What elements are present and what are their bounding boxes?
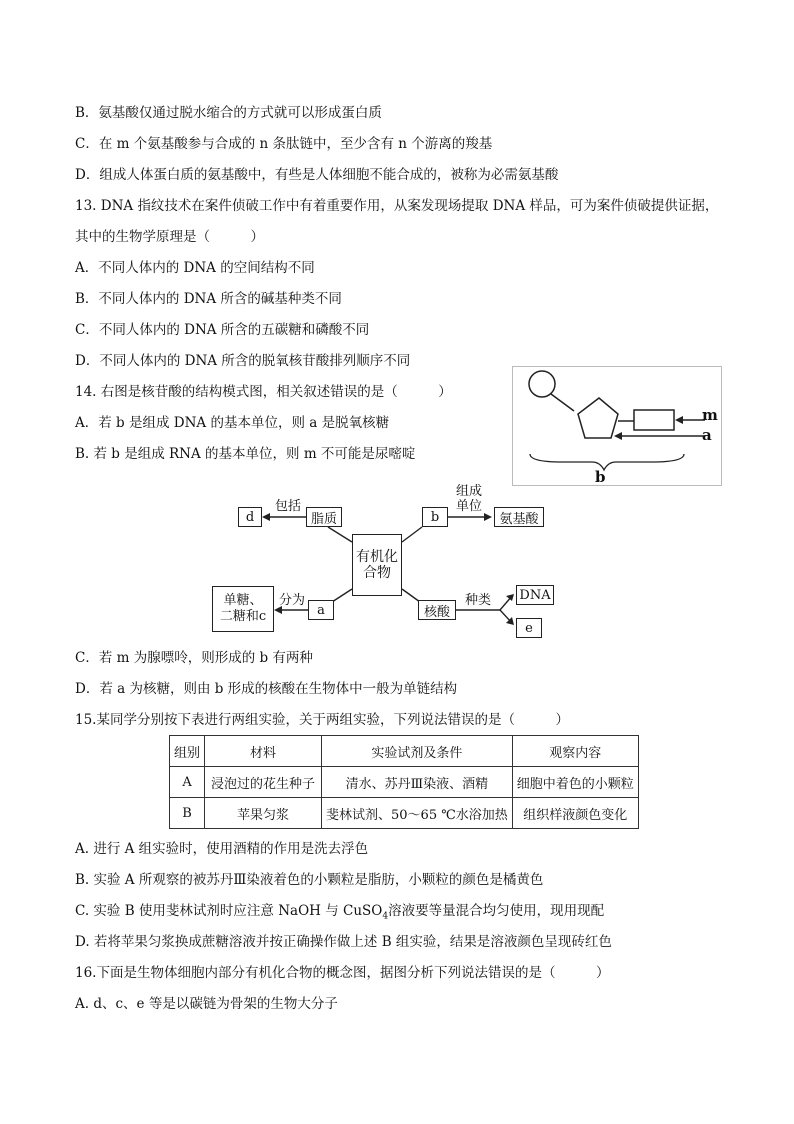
experiment-table [169,735,639,829]
q15-option-c-pre: C. 实验 B 使用斐林试剂时应注意 NaOH 与 CuSO [75,903,383,919]
q14-option-b: B. 若 b 是组成 RNA 的基本单位，则 m 不可能是尿嘧啶 [75,446,416,462]
compose-line2: 单位 [455,499,482,514]
q15-stem: 15.某同学分别按下表进行两组实验，关于两组实验，下列说法错误的是（ ） [75,712,569,728]
node-amino-acid: 氨基酸 [494,507,544,527]
cell-reagent: 斐林试剂、50～65 ℃水浴加热 [322,798,513,829]
cell-observation: 组织样液颜色变化 [512,798,638,829]
q13-option-a: A．不同人体内的 DNA 的空间结构不同 [75,260,315,276]
label-include: 包括 [274,499,301,514]
q15-option-c-post: 溶液要等量混合均匀使用，现用现配 [388,903,605,919]
q12-option-b: B．氨基酸仅通过脱水缩合的方式就可以形成蛋白质 [75,105,382,121]
node-dna: DNA [516,585,554,605]
q15-option-b: B. 实验 A 所观察的被苏丹Ⅲ染液着色的小颗粒是脂肪，小颗粒的颜色是橘黄色 [75,872,544,888]
label-b: b [595,468,606,486]
q13-option-c: C．不同人体内的 DNA 所含的五碳糖和磷酸不同 [75,322,370,338]
node-nucleic-acid: 核酸 [418,600,456,620]
q14-option-d: D．若 a 为核糖，则由 b 形成的核酸在生物体中一般为单链结构 [75,681,458,697]
node-b: b [422,507,448,527]
label-kind: 种类 [464,593,491,608]
q15-option-a: A. 进行 A 组实验时，使用酒精的作用是洗去浮色 [75,841,369,857]
q12-option-d: D．组成人体蛋白质的氨基酸中，有些是人体细胞不能合成的，被称为必需氨基酸 [75,167,559,183]
header-observation: 观察内容 [512,736,638,767]
pentose-pentagon [578,398,618,438]
label-compose-unit [452,484,486,514]
center-line2: 合物 [363,565,391,581]
label-a: a [702,426,712,444]
node-sugars [212,586,274,632]
concept-map [210,484,570,645]
header-group: 组别 [170,736,205,767]
q14-stem: 14. 右图是核苷酸的结构模式图，相关叙述错误的是（ ） [75,384,452,400]
q13-option-b: B．不同人体内的 DNA 所含的碱基种类不同 [75,291,342,307]
node-e: e [516,618,542,638]
table-row [170,798,639,829]
cell-material: 浸泡过的花生种子 [205,767,322,798]
node-lipid: 脂质 [306,507,342,527]
cell-reagent: 清水、苏丹Ⅲ染液、酒精 [322,767,513,798]
q13-stem-line1: 13. DNA 指纹技术在案件侦破工作中有着重要作用，从案发现场提取 DNA 样品，可为案件侦破提供证据， [75,198,719,214]
node-a: a [308,600,334,620]
node-organic-compound [352,534,402,596]
cell-material: 苹果匀浆 [205,798,322,829]
nucleotide-svg [512,366,722,486]
q15-option-d: D. 若将苹果匀浆换成蔗糖溶液并按正确操作做上述 B 组实验，结果是溶液颜色呈现砖红色 [75,934,612,950]
sugars-line2: 二糖和c [219,609,267,624]
cell-group: B [170,798,205,829]
label-divide: 分为 [278,593,305,608]
q14-option-a: A．若 b 是组成 DNA 的基本单位，则 a 是脱氧核糖 [75,415,390,431]
table-row [170,767,639,798]
q16-stem: 16.下面是生物体细胞内部分有机化合物的概念图，据图分析下列说法错误的是（ ） [75,965,610,981]
q13-option-d: D．不同人体内的 DNA 所含的脱氧核苷酸排列顺序不同 [75,353,411,369]
q14-option-c: C．若 m 为腺嘌呤，则形成的 b 有两种 [75,650,313,666]
header-reagent: 实验试剂及条件 [322,736,513,767]
base-rect [634,410,674,430]
sugars-line1: 单糖、 [223,593,263,608]
center-line1: 有机化 [356,549,398,565]
phosphate-circle [529,371,555,397]
q12-option-c: C．在 m 个氨基酸参与合成的 n 条肽链中，至少含有 n 个游离的羧基 [75,136,493,152]
q16-option-a: A. d、c、e 等是以碳链为骨架的生物大分子 [75,996,338,1012]
table-header-row [170,736,639,767]
node-d: d [238,507,262,527]
q15-option-c-sub: 4 [382,911,389,922]
nucleotide-figure [512,366,722,486]
compose-line1: 组成 [455,484,482,499]
q13-stem-line2: 其中的生物学原理是（ ） [75,229,264,245]
cell-observation: 细胞中着色的小颗粒 [512,767,638,798]
label-m: m [702,406,718,424]
q15-option-c [75,902,604,926]
cell-group: A [170,767,205,798]
header-material: 材料 [205,736,322,767]
